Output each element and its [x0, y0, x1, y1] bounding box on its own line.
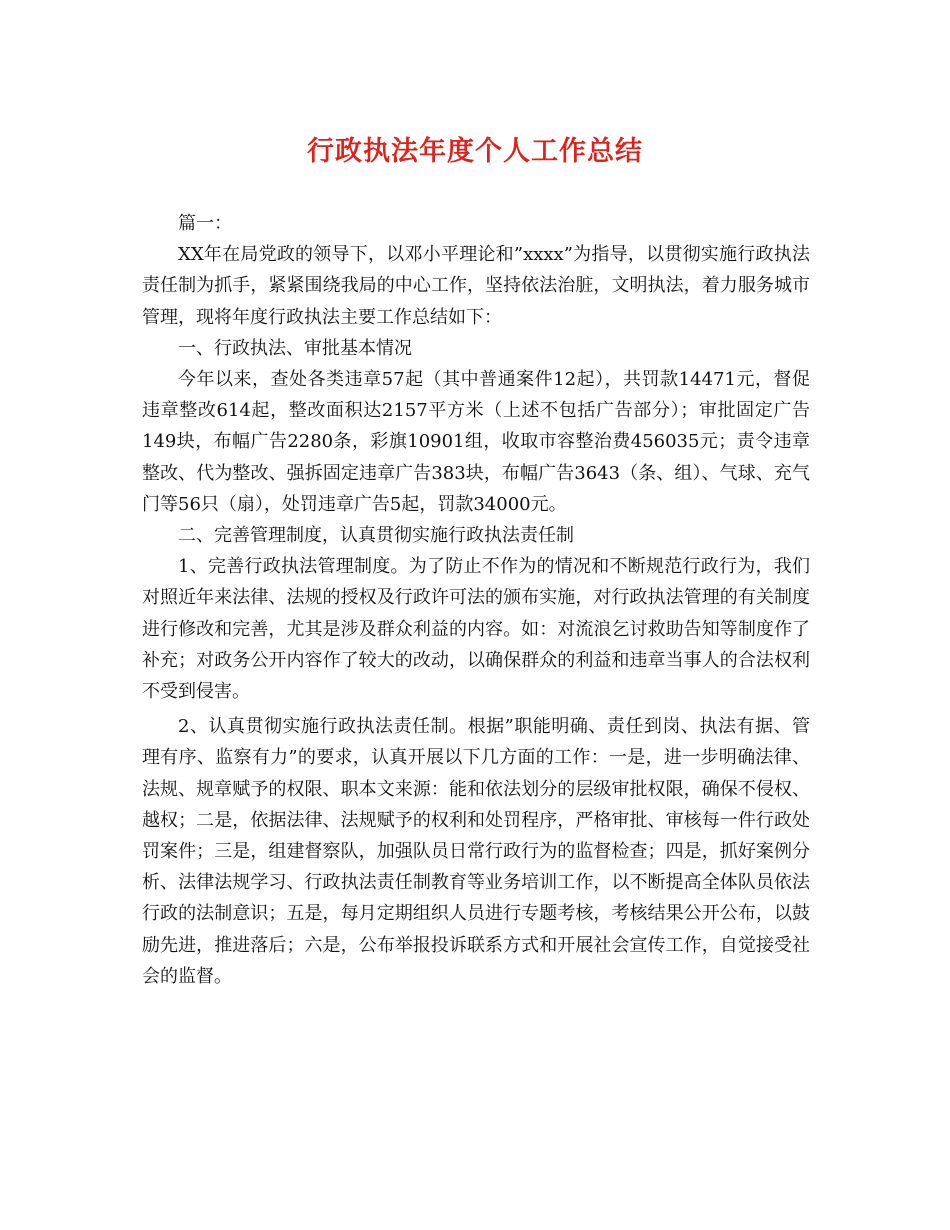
responsibility-system-paragraph: 2、认真贯彻实施行政执法责任制。根据”职能明确、责任到岗、执法有据、管理有序、监察有力”的要求，认真开展以下几方面的工作：一是，进一步明确法律、法规、规章赋予的权限、职本文来源：能和依法划分的层级审批权限，确保不侵权、越权；二是，依据法律、法规赋予的权利和处罚程序，严格审批、审核每一件行政处罚案件；三是，组建督察队，加强队员日常行政行为的监督检查；四是，抓好案例分析、法律法规学习、行政执法责任制教育等业务培训工作，以不断提高全体队员依法行政的法制意识；五是，每月定期组织人员进行专题考核，考核结果公开公布，以鼓励先进，推进落后；六是，公布举报投诉联系方式和开展社会宣传工作，自觉接受社会的监督。	[142, 716, 810, 987]
statistics-paragraph: 今年以来，查处各类违章57起（其中普通案件12起），共罚款14471元，督促违章整改614起，整改面积达2157平方米（上述不包括广告部分）；审批固定广告149块，布幅广告2280条，彩旗10901组，收取市容整治费456035元；责令违章整改、代为整改、强拆固定违章广告383块，布幅广告3643（条、组）、气球、充气门等56只（扇），处罚违章广告5起，罚款34000元。	[142, 369, 810, 515]
section-heading-2: 二、完善管理制度，认真贯彻实施行政执法责任制	[178, 525, 574, 547]
document-body	[142, 208, 810, 992]
intro-paragraph: XX年在局党政的领导下，以邓小平理论和”xxxx”为指导，以贯彻实施行政执法责任制为抓手，紧紧围绕我局的中心工作，坚持依法治脏，文明执法，着力服务城市管理，现将年度行政执法主要工作总结如下：	[142, 244, 810, 328]
section-label: 篇一：	[178, 213, 232, 234]
management-system-paragraph: 1、完善行政执法管理制度。为了防止不作为的情况和不断规范行政行为，我们对照近年来法律、法规的授权及行政许可法的颁布实施，对行政执法管理的有关制度进行修改和完善，尤其是涉及群众利益的内容。如：对流浪乞讨救助告知等制度作了补充；对政务公开内容作了较大的改动，以确保群众的利益和违章当事人的合法权利不受到侵害。	[142, 556, 810, 703]
document-title: 行政执法年度个人工作总结	[307, 136, 643, 167]
section-heading-1: 一、行政执法、审批基本情况	[178, 337, 412, 359]
